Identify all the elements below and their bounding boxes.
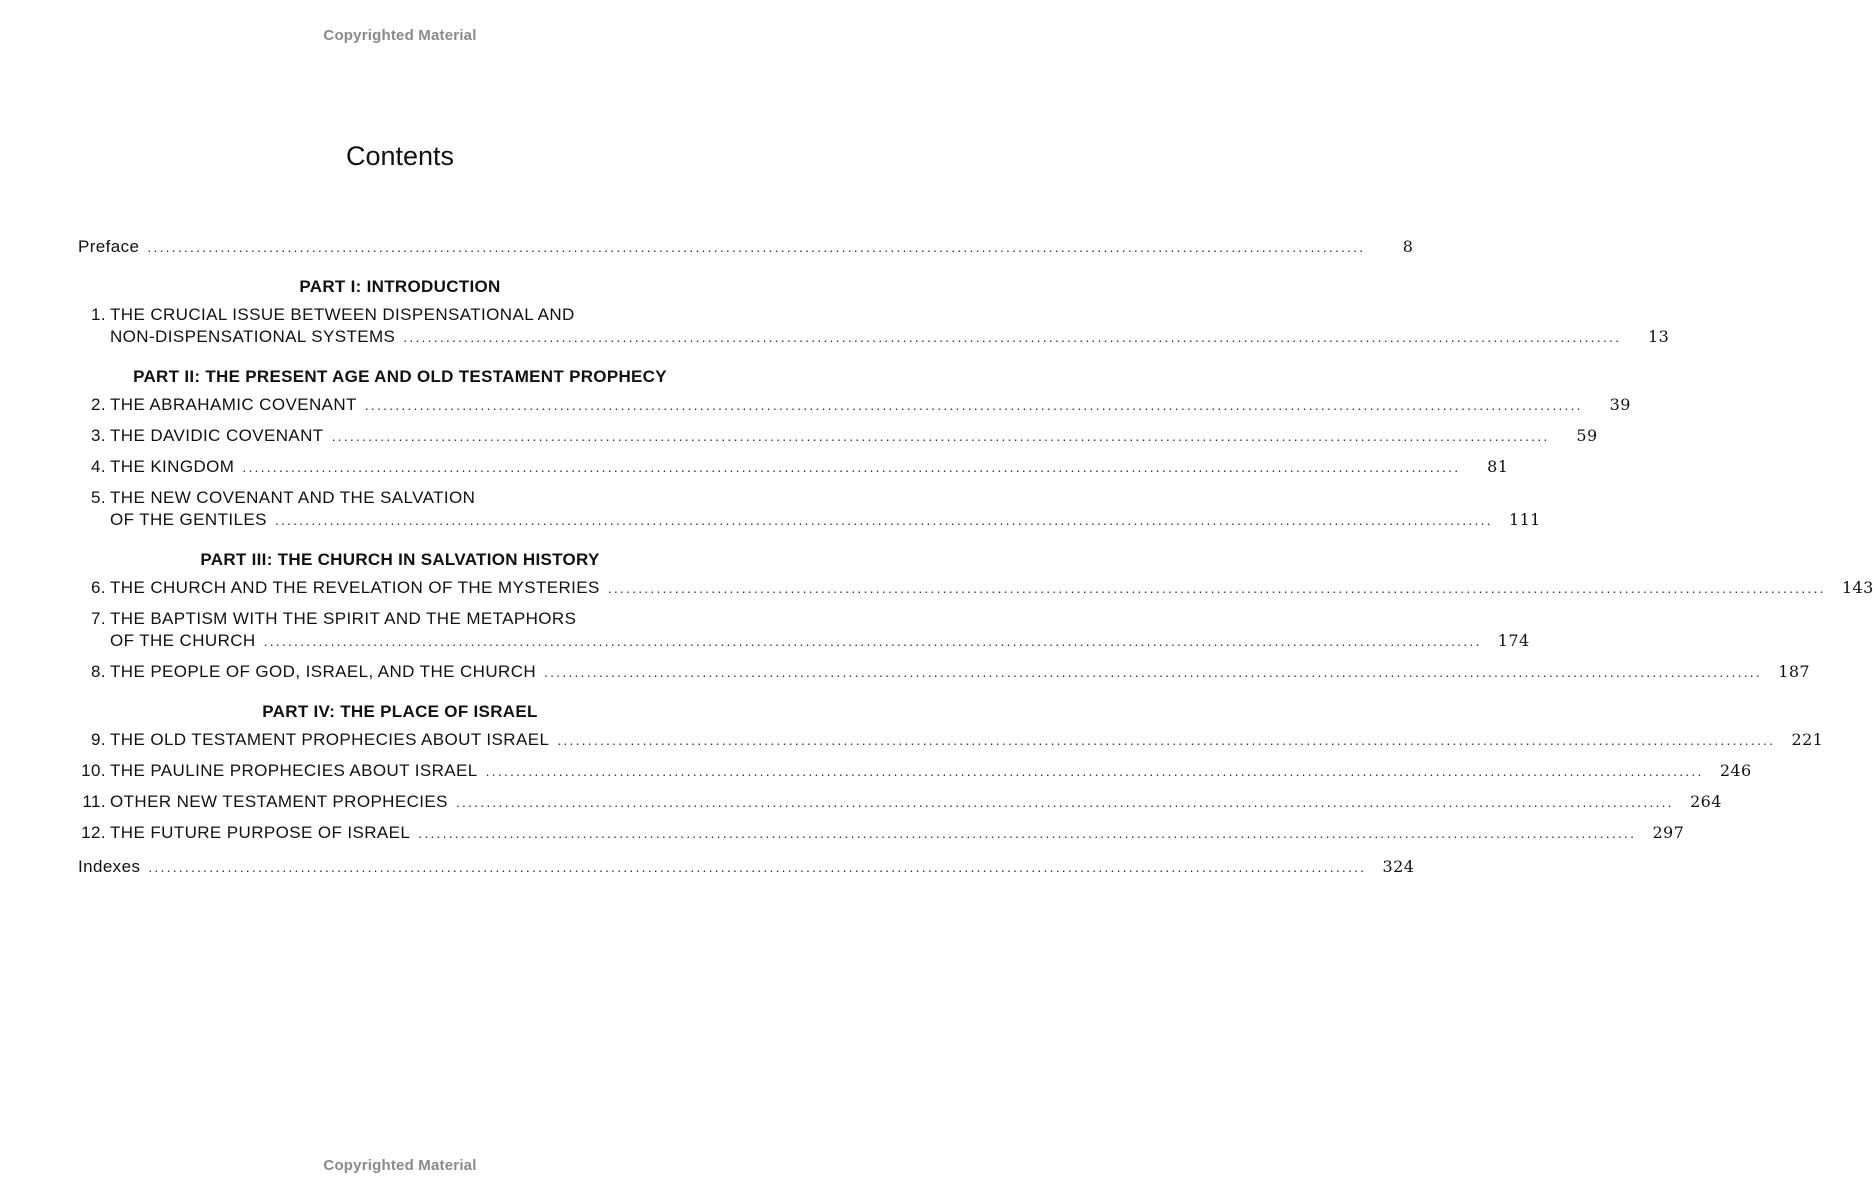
toc-page-number: 174 [1497, 631, 1530, 650]
toc-entry-chapter [78, 425, 1598, 447]
dot-leader: ........................................................................................................................................................................................................ [403, 329, 1622, 345]
copyright-watermark-bottom: Copyrighted Material [323, 1157, 477, 1174]
toc-page-number: 8 [1402, 237, 1414, 256]
toc-entry-chapter [78, 487, 1541, 531]
chapter-title: THE DAVIDIC COVENANT [110, 426, 324, 445]
toc-entry-chapter [78, 729, 1824, 751]
dot-leader: ........................................................................................................................................................................................................ [544, 664, 1762, 680]
toc-entry-chapter [78, 577, 1874, 599]
toc-entry-chapter [78, 394, 1631, 416]
toc-entry-label: Preface [78, 237, 140, 256]
part-heading: PART IV: THE PLACE OF ISRAEL [262, 702, 538, 721]
chapter-number: 9. [91, 730, 106, 749]
toc-page-number: 246 [1719, 761, 1752, 780]
toc-entry-label: Indexes [78, 857, 141, 876]
toc-entry-preface [78, 236, 1414, 258]
chapter-number: 6. [91, 578, 106, 597]
dot-leader: ........................................................................................................................................................................................................ [148, 859, 1367, 875]
page-title: Contents [345, 141, 455, 171]
dot-leader: ........................................................................................................................................................................................................ [263, 633, 1482, 649]
chapter-number: 7. [91, 609, 106, 628]
dot-leader: ........................................................................................................................................................................................................ [557, 732, 1776, 748]
toc-entry-chapter [78, 661, 1810, 683]
toc-page-number: 324 [1382, 857, 1415, 876]
toc-page-number: 297 [1652, 823, 1685, 842]
chapter-number: 11. [82, 792, 106, 811]
part-heading: PART III: THE CHURCH IN SALVATION HISTORY [200, 550, 600, 569]
dot-leader: ........................................................................................................................................................................................................ [242, 459, 1461, 475]
chapter-number: 3. [91, 426, 106, 445]
chapter-title: THE FUTURE PURPOSE OF ISRAEL [110, 823, 411, 842]
dot-leader: ........................................................................................................................................................................................................ [147, 239, 1366, 255]
table-of-contents [78, 236, 1874, 887]
toc-entry-chapter [78, 791, 1722, 813]
chapter-number: 5. [91, 488, 106, 507]
toc-entry-chapter [78, 608, 1530, 652]
dot-leader: ........................................................................................................................................................................................................ [331, 428, 1550, 444]
chapter-title-line2: OF THE GENTILES [110, 510, 267, 529]
dot-leader: ........................................................................................................................................................................................................ [455, 794, 1674, 810]
chapter-number: 4. [91, 457, 106, 476]
chapter-title: THE PEOPLE OF GOD, ISRAEL, AND THE CHURCH [110, 662, 537, 681]
toc-page-number: 81 [1487, 457, 1509, 476]
toc-page-number: 111 [1509, 510, 1541, 529]
toc-entry-chapter [78, 304, 1670, 348]
toc-page-number: 264 [1690, 792, 1722, 811]
chapter-title-line1: THE BAPTISM WITH THE SPIRIT AND THE METAPHORS [110, 609, 577, 628]
chapter-title-line1: THE CRUCIAL ISSUE BETWEEN DISPENSATIONAL AND [110, 305, 575, 324]
chapter-title: THE KINGDOM [110, 457, 235, 476]
toc-entry-indexes [78, 856, 1415, 878]
toc-entry-chapter [78, 822, 1685, 844]
toc-page-number: 59 [1576, 426, 1598, 445]
copyright-watermark-top: Copyrighted Material [323, 27, 477, 44]
chapter-number: 8. [91, 662, 106, 681]
chapter-number: 2. [91, 395, 106, 414]
chapter-number: 12. [81, 823, 106, 842]
dot-leader: ........................................................................................................................................................................................................ [274, 512, 1493, 528]
chapter-number: 1. [91, 305, 106, 324]
dot-leader: ........................................................................................................................................................................................................ [364, 397, 1583, 413]
chapter-title: THE OLD TESTAMENT PROPHECIES ABOUT ISRAEL [110, 730, 550, 749]
chapter-title: THE ABRAHAMIC COVENANT [110, 395, 357, 414]
dot-leader: ........................................................................................................................................................................................................ [485, 763, 1704, 779]
toc-page-number: 143 [1841, 578, 1874, 597]
toc-entry-chapter [78, 760, 1752, 782]
toc-entry-chapter [78, 456, 1509, 478]
chapter-number: 10. [81, 761, 106, 780]
dot-leader: ........................................................................................................................................................................................................ [607, 580, 1826, 596]
chapter-title-line2: NON-DISPENSATIONAL SYSTEMS [110, 327, 396, 346]
chapter-title: THE CHURCH AND THE REVELATION OF THE MYSTERIES [110, 578, 600, 597]
toc-page-number: 13 [1648, 327, 1670, 346]
chapter-title-line2: OF THE CHURCH [110, 631, 256, 650]
chapter-title-line1: THE NEW COVENANT AND THE SALVATION [110, 488, 476, 507]
part-heading: PART I: INTRODUCTION [299, 277, 501, 296]
toc-page-number: 221 [1791, 730, 1824, 749]
chapter-title: OTHER NEW TESTAMENT PROPHECIES [110, 792, 448, 811]
dot-leader: ........................................................................................................................................................................................................ [418, 825, 1637, 841]
toc-page-number: 187 [1778, 662, 1810, 681]
chapter-title: THE PAULINE PROPHECIES ABOUT ISRAEL [110, 761, 478, 780]
part-heading: PART II: THE PRESENT AGE AND OLD TESTAMENT PROPHECY [133, 367, 667, 386]
toc-page-number: 39 [1609, 395, 1631, 414]
